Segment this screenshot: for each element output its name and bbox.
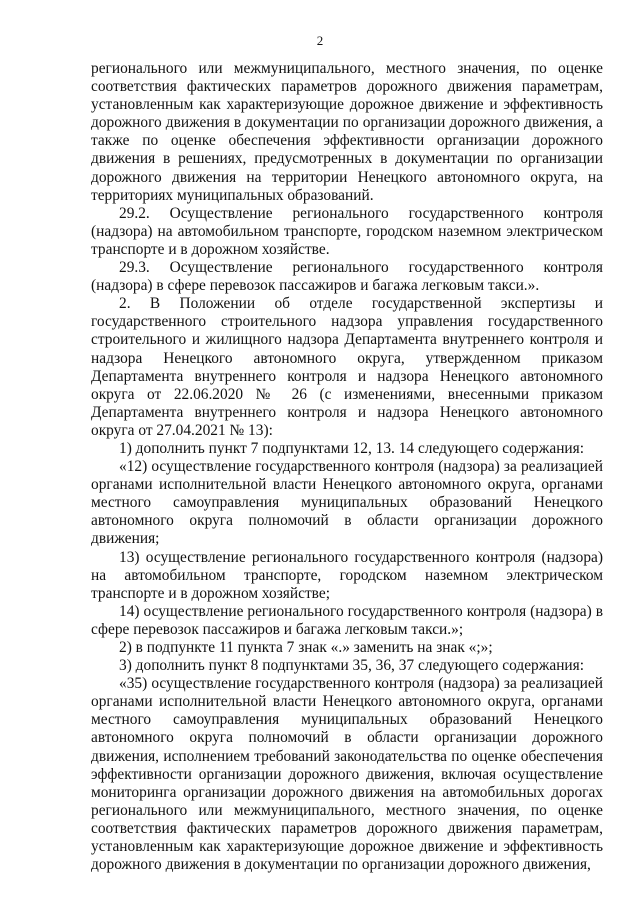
paragraph-subitem-1: 1) дополнить пункт 7 подпунктами 12, 13. 14 следующего содержания: bbox=[119, 439, 585, 457]
paragraph-35: «35) осуществление государственного контроля (надзора) за реализацией органами исполнительной власти Ненецкого автономного округа, органами местного самоуправления муниципальных образований Ненецкого автономного округа полномочий в области организации дорожного движения, исполнением требований законодательства по оценке обеспечения эффективности организации дорожного движения, включая осуществление мониторинга организации дорожного движения на автомобильных дорогах регионального или межмуниципального, местного значения, по оценке соответствия фактических параметров дорожного движения параметрам, установленным как характеризующие дорожное движение и эффективность дорожного движения в документации по организации дорожного движения, bbox=[91, 675, 603, 874]
paragraph-12: «12) осуществление государственного контроля (надзора) за реализацией органами исполнительной власти Ненецкого автономного округа, органами местного самоуправления муниципальных образований Ненецкого автономного округа полномочий в области организации дорожного движения; bbox=[91, 458, 603, 548]
paragraph-subitem-2: 2) в подпункте 11 пункта 7 знак «.» заменить на знак «;»; bbox=[119, 639, 493, 656]
page-number: 2 bbox=[316, 33, 324, 48]
document-body bbox=[91, 60, 603, 874]
paragraph-item-2: 2. В Положении об отделе государственной экспертизы и государственного строительного надзора управления государственного строительного и жилищного надзора Департамента внутреннего контроля и надзора Ненецкого автономного округа, утвержденном приказом Департамента внутреннего контроля и надзора Ненецкого автономного округа от 22.06.2020 № 26 (с изменениями, внесенными приказом Департамента внутреннего контроля и надзора Ненецкого автономного округа от 27.04.2021 № 13): bbox=[91, 295, 603, 439]
paragraph-14: 14) осуществление регионального государственного контроля (надзора) в сфере перевозок пассажиров и багажа легковым такси.»; bbox=[91, 602, 603, 638]
paragraph-13: 13) осуществление регионального государственного контроля (надзора) на автомобильном транспорте, городском наземном электрическом транспорте и в дорожном хозяйстве; bbox=[91, 548, 603, 602]
paragraph-continuation: регионального или межмуниципального, местного значения, по оценке соответствия фактических параметров дорожного движения параметрам, установленным как характеризующие дорожное движение и эффективность дорожного движения в документации по организации дорожного движения, а также по оценке обеспечения эффективности организации дорожного движения в решениях, предусмотренных в документации по организации дорожного движения на территории Ненецкого автономного округа, на территориях муниципальных образований. bbox=[91, 60, 603, 204]
paragraph-29-2: 29.2. Осуществление регионального государственного контроля (надзора) на автомобильном транспорте, городском наземном электрическом транспорте и в дорожном хозяйстве. bbox=[91, 204, 603, 258]
paragraph-29-3: 29.3. Осуществление регионального государственного контроля (надзора) в сфере перевозок пассажиров и багажа легковым такси.». bbox=[91, 259, 603, 295]
paragraph-subitem-3: 3) дополнить пункт 8 подпунктами 35, 36, 37 следующего содержания: bbox=[119, 657, 585, 675]
